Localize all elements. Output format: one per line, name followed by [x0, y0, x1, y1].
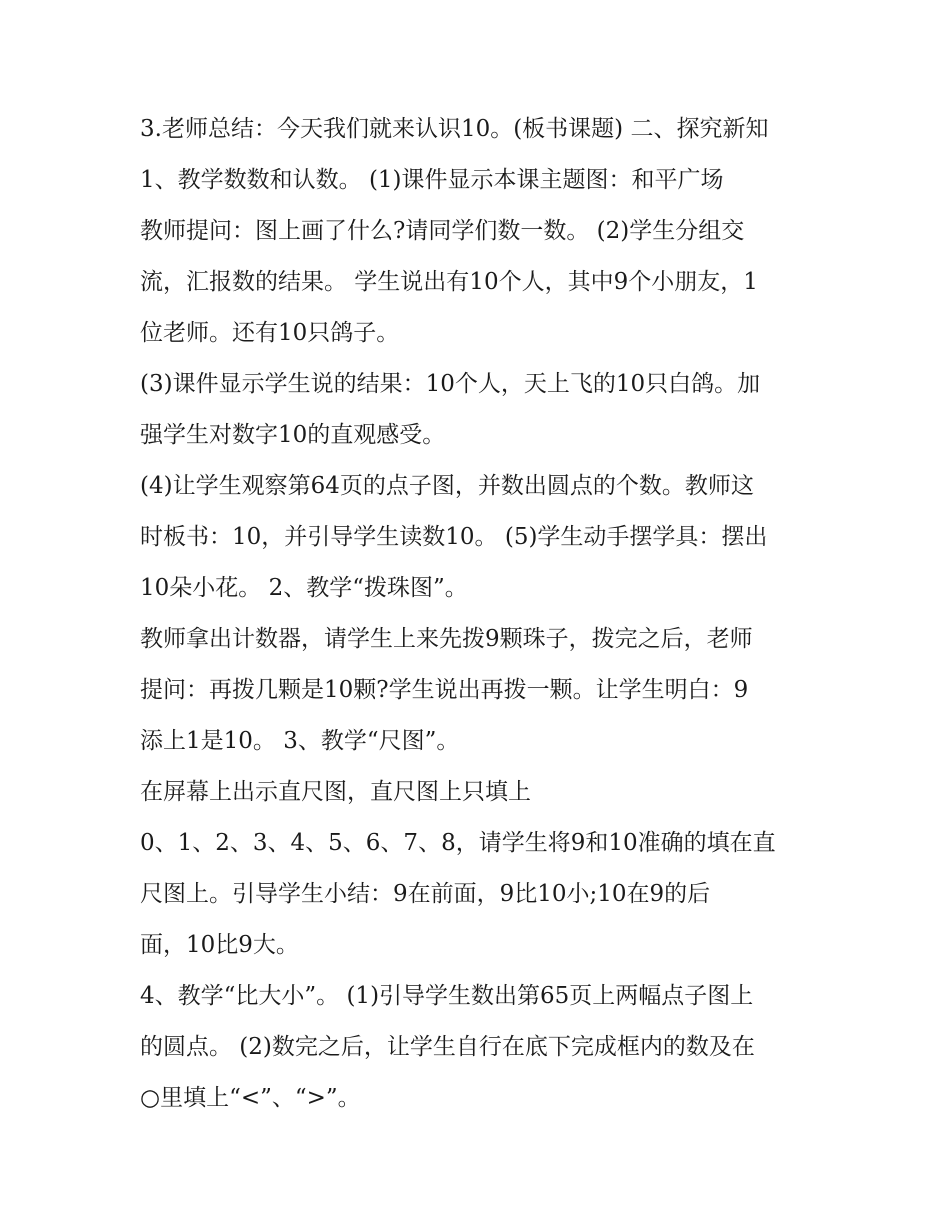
text-line: (3)课件显示学生说的结果：10个人，天上飞的10只白鸽。加 [140, 371, 761, 397]
text-line: 1、教学数数和认数。 (1)课件显示本课主题图：和平广场 [140, 167, 724, 193]
text-line: 位老师。还有10只鸽子。 [140, 320, 400, 346]
text-line: 0、1、2、3、4、5、6、7、8，请学生将9和10准确的填在直 [140, 830, 776, 856]
text-line: 教师拿出计数器，请学生上来先拨9颗珠子，拨完之后，老师 [140, 626, 753, 652]
text-line: 面，10比9大。 [140, 932, 299, 958]
text-line: 10朵小花。 2、教学“拨珠图”。 [140, 575, 468, 601]
body-text [140, 110, 820, 1130]
text-line: 强学生对数字10的直观感受。 [140, 422, 446, 448]
text-line: 提问：再拨几颗是10颗?学生说出再拨一颗。让学生明白：9 [140, 677, 749, 703]
text-line: 的圆点。 (2)数完之后，让学生自行在底下完成框内的数及在 [140, 1034, 755, 1060]
text-line: 时板书：10，并引导学生读数10。 (5)学生动手摆学具：摆出 [140, 524, 768, 550]
text-line: (4)让学生观察第64页的点子图，并数出圆点的个数。教师这 [140, 473, 754, 499]
text-line: ○里填上“<”、“>”。 [140, 1085, 361, 1111]
text-line: 3.老师总结：今天我们就来认识10。(板书课题) 二、探究新知 [140, 116, 769, 142]
text-line: 添上1是10。 3、教学“尺图”。 [140, 728, 460, 754]
text-line: 4、教学“比大小”。 (1)引导学生数出第65页上两幅点子图上 [140, 983, 754, 1009]
text-line: 流，汇报数的结果。 学生说出有10个人，其中9个小朋友，1 [140, 269, 758, 295]
text-line: 教师提问：图上画了什么?请同学们数一数。 (2)学生分组交 [140, 218, 745, 244]
text-line: 在屏幕上出示直尺图，直尺图上只填上 [140, 779, 531, 805]
text-line: 尺图上。引导学生小结：9在前面，9比10小;10在9的后 [140, 881, 711, 907]
